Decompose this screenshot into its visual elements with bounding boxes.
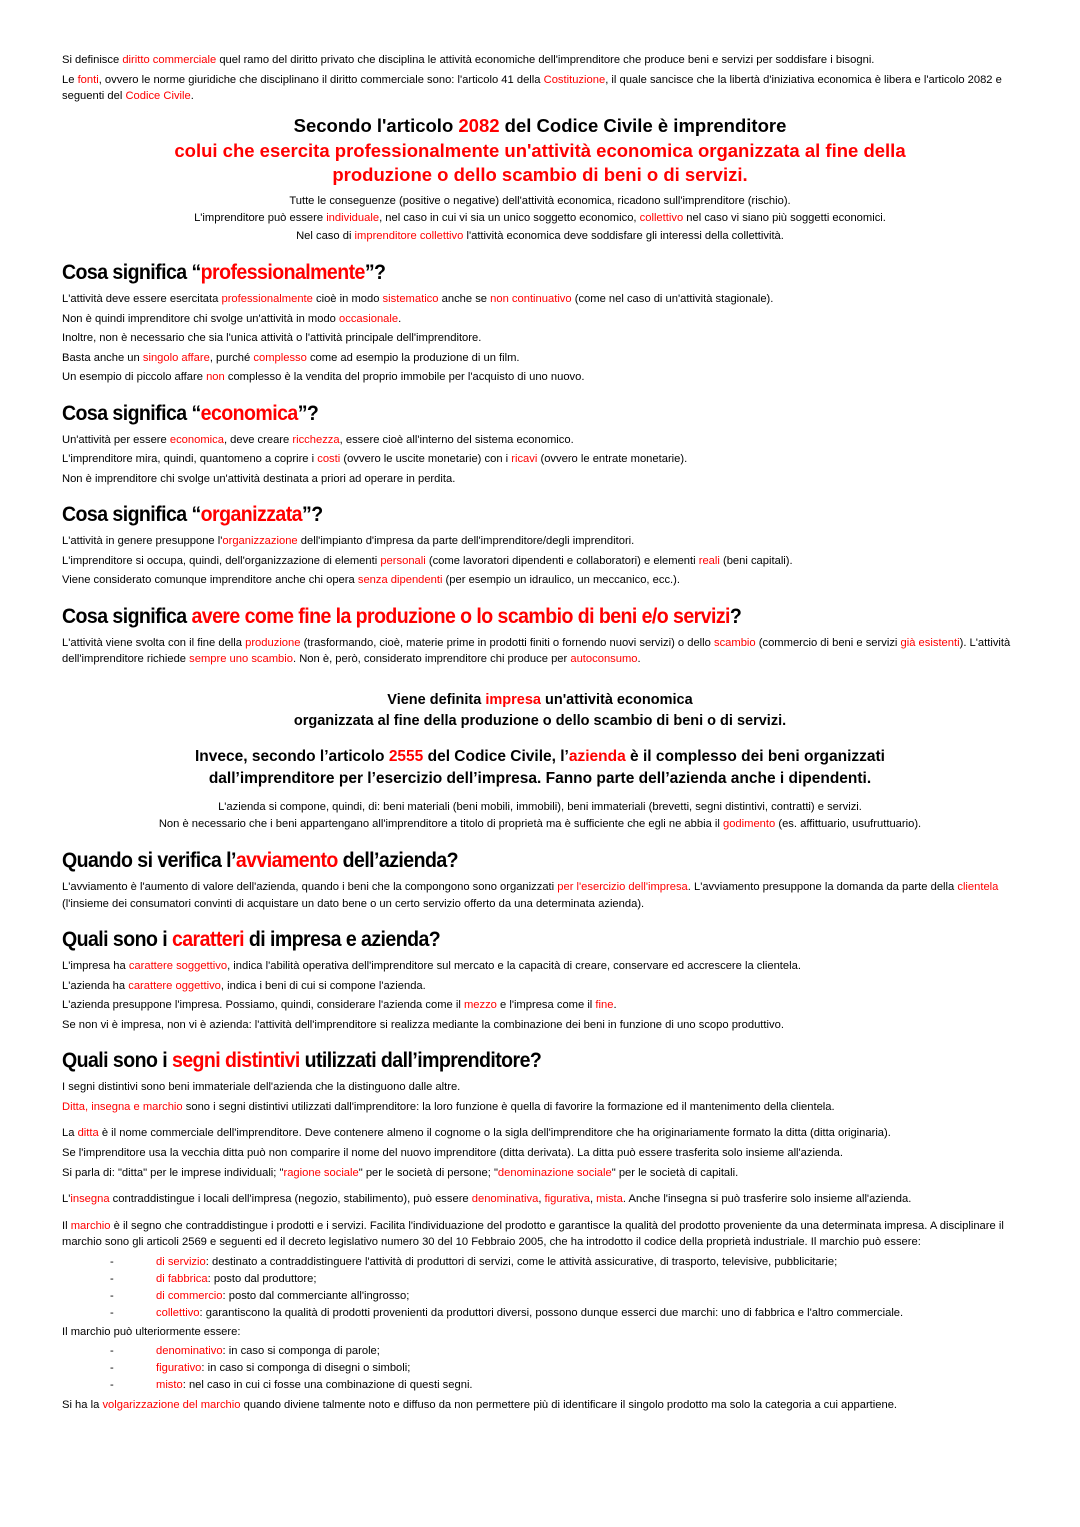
list-item-text: : in caso si componga di disegni o simboli;	[201, 1362, 411, 1375]
run-highlight: per l'esercizio dell'impresa	[557, 881, 688, 894]
def-azienda-a: Invece, secondo l’articolo	[195, 747, 389, 765]
run-highlight: ricchezza	[292, 433, 340, 446]
run-highlight: carattere soggettivo	[128, 960, 228, 973]
paragraph	[62, 311, 1018, 328]
heading-econ-a: Cosa significa “	[62, 401, 201, 425]
intro-paragraph-1	[62, 52, 1018, 69]
run-highlight: mezzo	[463, 999, 497, 1012]
section-heading-segni-distintivi	[62, 1049, 951, 1074]
run-highlight: mista	[596, 1193, 623, 1206]
run: I segni distintivi sono beni immateriale dell'azienda che la distinguono dalle altre.	[62, 1081, 461, 1094]
headline-line-3: produzione o dello scambio di beni o di servizi.	[332, 164, 748, 186]
after-headline-l3-a: Nel caso di	[296, 229, 355, 242]
run-highlight: produzione	[245, 636, 301, 649]
run: L'imprenditore mira, quindi, quantomeno a coprire i	[62, 453, 318, 466]
run: , indica l'abilità operativa dell'imprenditore sul mercato e la capacità di creare, conservare ed accrescere la clientela.	[227, 960, 801, 973]
heading-avv-b: dell’azienda?	[337, 849, 459, 873]
run: sono i segni distintivi utilizzati dall'imprenditore: la loro funzione è quella di favorire la formazione ed il mantenimento della clientela.	[182, 1100, 835, 1113]
heading-prod-a: Cosa significa	[62, 604, 192, 628]
run: L'imprenditore si occupa, quindi, dell'organizzazione di elementi	[62, 554, 381, 567]
run: .	[637, 653, 641, 666]
heading-org-b: ”?	[301, 503, 323, 527]
after-headline-line-3	[62, 228, 1018, 245]
paragraph	[62, 879, 1018, 912]
run: complesso è la vendita del proprio immobile per l'acquisto di uno nuovo.	[224, 371, 585, 384]
run: . Anche l'insegna si può trasferire solo insieme all'azienda.	[622, 1193, 912, 1206]
run: dell'impianto d'impresa da parte dell'imprenditore/degli imprenditori.	[297, 535, 635, 548]
section-heading-avviamento	[62, 849, 951, 874]
headline-line1-number: 2082	[458, 114, 500, 136]
paragraph	[62, 1079, 1018, 1096]
section-body-avviamento	[62, 879, 1018, 912]
intro-p2-part-d: .	[190, 90, 194, 103]
headline-line1-a: Secondo l'articolo	[293, 114, 459, 136]
def-azienda-b: del Codice Civile, l’	[423, 747, 569, 765]
run-highlight: singolo affare	[142, 351, 210, 364]
run-highlight: già esistenti	[900, 636, 960, 649]
heading-car-b: di impresa e azienda?	[244, 928, 441, 952]
after-headline-l2-b: , nel caso in cui vi sia un unico soggetto economico,	[379, 212, 640, 225]
run: (ovvero le entrate monetarie).	[537, 453, 688, 466]
intro-p2-part-b: , ovvero le norme giuridiche che disciplinano il diritto commerciale sono: l'articolo 41 della	[98, 73, 544, 86]
run: (l'insieme dei consumatori convinti di acquistare un dato bene o un certo servizio offerto da una determinata azienda).	[62, 897, 645, 910]
run-highlight: denominativa	[471, 1193, 539, 1206]
heading-segni-b: utilizzati dall’imprenditore?	[299, 1049, 542, 1073]
list-item-text: : nel caso in cui ci fosse una combinazione di questi segni.	[182, 1379, 473, 1392]
section-heading-produzione-scambio	[62, 605, 951, 630]
run-highlight: personali	[380, 554, 426, 567]
run-highlight: complesso	[253, 351, 307, 364]
run-highlight: non	[206, 371, 225, 384]
paragraph	[62, 997, 1018, 1014]
list-item-text: : posto dal produttore;	[207, 1272, 317, 1285]
run-highlight: marchio	[70, 1219, 111, 1232]
list-item	[110, 1305, 1018, 1322]
run: Non è quindi imprenditore chi svolge un'attività in modo	[62, 312, 340, 325]
intro-p2-highlight-codice-civile: Codice Civile	[125, 90, 191, 103]
run: è il nome commerciale dell'imprenditore. Deve contenere almeno il cognome o la sigla dell'imprenditore che ha originariamente formato la ditta (ditta originaria).	[98, 1127, 891, 1140]
run: (commercio di beni e servizi	[755, 636, 901, 649]
run-highlight: Ditta, insegna e marchio	[62, 1100, 183, 1113]
list-item	[110, 1271, 1018, 1288]
list-item-term: misto	[156, 1379, 183, 1392]
run: (trasformando, cioè, materie prime in prodotti finiti o fornendo nuovi servizi) o dello	[300, 636, 714, 649]
run-highlight: autoconsumo	[570, 653, 638, 666]
heading-prof-b: ”?	[364, 261, 386, 285]
run: ,	[589, 1193, 597, 1206]
list-item	[110, 1377, 1018, 1394]
run: L'attività viene svolta con il fine della	[62, 636, 246, 649]
paragraph	[62, 978, 1018, 995]
run: . Non è, però, considerato imprenditore chi produce per	[293, 653, 571, 666]
definition-impresa-line-2: organizzata al fine della produzione o dello scambio di beni o di servizi.	[293, 712, 787, 729]
paragraph	[62, 451, 1018, 468]
heading-prod-highlight: avere come fine la produzione o lo scambio di beni e/o servizi	[191, 604, 730, 628]
list-item-term: denominativo	[156, 1345, 223, 1358]
run: Non è imprenditore chi svolge un'attività destinata a priori ad operare in perdita.	[62, 472, 456, 485]
run: " per le società di capitali.	[611, 1166, 739, 1179]
intro-p2-highlight-fonti: fonti	[77, 73, 99, 86]
azienda-note-line-1: L'azienda si compone, quindi, di: beni materiali (beni mobili, immobili), beni immateriali (brevetti, segni distintivi, contratti) e servizi.	[218, 800, 862, 813]
headline-line-1	[62, 114, 1018, 139]
heading-car-highlight: caratteri	[171, 928, 245, 952]
intro-p1-part-a: Si definisce	[62, 54, 123, 66]
azienda-notes	[62, 799, 1018, 834]
run-highlight: scambio	[713, 636, 756, 649]
list-item-term: di servizio	[156, 1255, 206, 1268]
after-headline-line-2	[62, 210, 1018, 227]
run: cioè in modo	[312, 292, 383, 305]
run-highlight: sistematico	[382, 292, 439, 305]
azienda-note-line-2	[62, 816, 1018, 833]
list-item-term: di commercio	[156, 1289, 223, 1302]
definition-impresa	[62, 690, 1018, 732]
def-impresa-b: un'attività economica	[540, 691, 693, 708]
section-body-produzione-scambio	[62, 635, 1018, 668]
paragraph	[62, 1218, 1018, 1251]
heading-org-a: Cosa significa “	[62, 503, 201, 527]
run: L'impresa ha	[62, 960, 129, 973]
list-item-term: figurativo	[156, 1362, 202, 1375]
intro-p1-part-b: quel ramo del diritto privato che disciplina le attività economiche dell'imprenditore che produce beni e servizi per soddisfare i bisogni.	[216, 54, 875, 66]
run: . L'avviamento presuppone la domanda da parte della	[687, 881, 958, 894]
closing-a: Si ha la	[62, 1398, 103, 1411]
run: " per le società di persone; "	[358, 1166, 498, 1179]
after-headline-notes	[62, 193, 1018, 245]
list-item	[110, 1288, 1018, 1305]
paragraph	[62, 1125, 1018, 1142]
run-highlight: carattere oggettivo	[128, 979, 221, 992]
intro-p1-highlight: diritto commerciale	[122, 54, 217, 66]
run-highlight: clientela	[957, 881, 999, 894]
section-heading-organizzata	[62, 503, 951, 528]
run-highlight: ricavi	[511, 453, 538, 466]
paragraph	[62, 330, 1018, 347]
after-headline-l3-b: l'attività economica deve soddisfare gli interessi della collettività.	[463, 229, 784, 242]
section-body-caratteri	[62, 958, 1018, 1033]
azienda-note-l2-highlight: godimento	[722, 818, 776, 831]
intro-paragraph-2	[62, 72, 1018, 105]
after-headline-l2-hl-collettivo: collettivo	[639, 212, 684, 225]
heading-prof-a: Cosa significa “	[62, 261, 201, 285]
run-highlight: senza dipendenti	[357, 574, 443, 587]
run: Basta anche un	[62, 351, 143, 364]
run: come ad esempio la produzione di un film.	[306, 351, 520, 364]
definition-azienda-line-1	[62, 746, 1018, 768]
run: Il	[62, 1219, 71, 1232]
paragraph	[62, 471, 1018, 488]
run: ). L'attività dell'imprenditore richiede	[62, 636, 1011, 666]
run-highlight: reali	[698, 554, 720, 567]
marchio-type-list-primary	[62, 1254, 1018, 1322]
run: (ovvero le uscite monetarie) con i	[340, 453, 512, 466]
azienda-note-l2-a: Non è necessario che i beni appartengano all'imprenditore a titolo di proprietà ma è sufficiente che egli ne abbia il	[158, 818, 723, 831]
section-body-professionalmente	[62, 291, 1018, 386]
heading-avv-a: Quando si verifica l’	[62, 849, 236, 873]
run: .	[398, 312, 402, 325]
intro-p2-highlight-costituzione: Costituzione	[543, 73, 606, 86]
list-item	[110, 1343, 1018, 1360]
after-headline-l3-hl: imprenditore collettivo	[354, 229, 464, 242]
run: Si parla di: "ditta" per le imprese individuali; "	[62, 1166, 284, 1179]
paragraph	[62, 1165, 1018, 1182]
definition-azienda-line-2: dall’imprenditore per l’esercizio dell’impresa. Fanno parte dell’azienda anche i dipendenti.	[208, 770, 872, 788]
run: L'azienda presuppone l'impresa. Possiamo, quindi, considerare l'azienda come il	[62, 999, 464, 1012]
def-impresa-a: Viene definita	[387, 691, 486, 708]
def-impresa-highlight: impresa	[485, 691, 541, 708]
section-heading-caratteri	[62, 928, 951, 953]
paragraph	[62, 635, 1018, 668]
closing-paragraph	[62, 1397, 1018, 1414]
list-item-term: collettivo	[156, 1306, 200, 1319]
section-body-organizzata	[62, 533, 1018, 589]
run: L'attività in genere presuppone l'	[62, 535, 223, 548]
heading-econ-b: ”?	[297, 401, 319, 425]
heading-org-highlight: organizzata	[200, 503, 302, 527]
azienda-note-l2-b: (es. affittuario, usufruttuario).	[775, 818, 922, 831]
after-headline-l2-hl-individuale: individuale	[326, 212, 380, 225]
run-highlight: sempre uno scambio	[189, 653, 293, 666]
run: Un'attività per essere	[62, 433, 170, 446]
def-azienda-c: è il complesso dei beni organizzati	[625, 747, 885, 765]
run-highlight: insegna	[70, 1193, 110, 1206]
run: contraddistingue i locali dell'impresa (negozio, stabilimento), può essere	[109, 1193, 472, 1206]
intro-p2-part-c: , il quale sancisce che la libertà d'iniziativa economica è libera e l'articolo 2082 e seguenti del	[62, 73, 1002, 103]
headline-articolo-2082	[62, 114, 1018, 188]
headline-line-2: colui che esercita professionalmente un'attività economica organizzata al fine della	[174, 139, 906, 161]
section-body-economica	[62, 432, 1018, 488]
run-highlight: economica	[169, 433, 224, 446]
run: (per esempio un idraulico, un meccanico, ecc.).	[442, 574, 680, 587]
run-highlight: non continuativo	[490, 292, 572, 305]
run: (beni capitali).	[719, 554, 793, 567]
paragraph	[62, 369, 1018, 386]
run-highlight: organizzazione	[222, 535, 298, 548]
run: .	[613, 999, 617, 1012]
run: , essere cioè all'interno del sistema economico.	[339, 433, 574, 446]
paragraph	[62, 432, 1018, 449]
headline-line1-b: del Codice Civile è imprenditore	[499, 114, 787, 136]
paragraph	[62, 1191, 1018, 1208]
heading-prod-b: ?	[729, 604, 742, 628]
run-highlight: figurativa	[544, 1193, 590, 1206]
run: La	[62, 1127, 78, 1140]
run: (come lavoratori dipendenti e collaboratori) e elementi	[425, 554, 699, 567]
run: L'attività deve essere esercitata	[62, 292, 222, 305]
after-headline-l2-c: nel caso vi siano più soggetti economici.	[683, 212, 886, 225]
paragraph	[62, 350, 1018, 367]
heading-prof-highlight: professionalmente	[200, 261, 365, 285]
run-highlight: denominazione sociale	[497, 1166, 612, 1179]
run: , deve creare	[223, 433, 293, 446]
heading-segni-highlight: segni distintivi	[171, 1049, 300, 1073]
run-highlight: occasionale	[339, 312, 399, 325]
run: Viene considerato comunque imprenditore anche chi opera	[62, 574, 358, 587]
section-heading-professionalmente	[62, 261, 951, 286]
run: Un esempio di piccolo affare	[62, 371, 207, 384]
list-item-text: : in caso si componga di parole;	[222, 1345, 380, 1358]
marchio-mid-text: Il marchio può ulteriormente essere:	[62, 1325, 241, 1338]
run: Se l'imprenditore usa la vecchia ditta può non comparire il nome del nuovo imprenditore (ditta derivata). La ditta può essere trasferita solo insieme all'azienda.	[62, 1146, 843, 1159]
run-highlight: costi	[317, 453, 341, 466]
definition-impresa-line-1	[62, 690, 1018, 711]
run-highlight: ditta	[77, 1127, 99, 1140]
paragraph	[62, 1145, 1018, 1162]
run: anche se	[438, 292, 491, 305]
list-item-text: : garantiscono la qualità di prodotti provenienti da produttori diversi, possono dunque esserci due marchi: uno di fabbrica e l'altro commerciale.	[199, 1306, 904, 1319]
closing-highlight: volgarizzazione del marchio	[102, 1398, 241, 1411]
run: e l'impresa come il	[496, 999, 596, 1012]
paragraph	[62, 533, 1018, 550]
definition-azienda	[62, 746, 1018, 791]
paragraph	[62, 572, 1018, 589]
paragraph	[62, 291, 1018, 308]
run: , indica i beni di cui si compone l'azienda.	[220, 979, 426, 992]
paragraph	[62, 958, 1018, 975]
heading-segni-a: Quali sono i	[62, 1049, 172, 1073]
list-item-text: : destinato a contraddistinguere l'attività di produttori di servizi, come le attività assicurative, di trasporto, televisive, pubblicitarie;	[205, 1255, 838, 1268]
paragraph	[62, 1099, 1018, 1116]
run: Se non vi è impresa, non vi è azienda: l'attività dell'imprenditore si realizza mediante la combinazione dei beni in funzione di uno scopo produttivo.	[62, 1018, 784, 1031]
heading-avv-highlight: avviamento	[235, 849, 338, 873]
run: ,	[538, 1193, 545, 1206]
paragraph	[62, 1017, 1018, 1034]
run-highlight: professionalmente	[221, 292, 313, 305]
heading-econ-highlight: economica	[200, 401, 298, 425]
run: L'	[62, 1193, 71, 1206]
run: L'avviamento è l'aumento di valore dell'azienda, quando i beni che la compongono sono organizzati	[62, 881, 558, 894]
def-azienda-number: 2555	[388, 747, 424, 765]
list-item-text: : posto dal commerciante all'ingrosso;	[222, 1289, 410, 1302]
paragraph	[62, 553, 1018, 570]
run-highlight: ragione sociale	[283, 1166, 359, 1179]
run: , purché	[209, 351, 254, 364]
run: (come nel caso di un'attività stagionale).	[571, 292, 774, 305]
marchio-type-list-secondary	[62, 1343, 1018, 1394]
after-headline-l2-a: L'imprenditore può essere	[194, 212, 327, 225]
section-body-segni-distintivi	[62, 1079, 1018, 1251]
after-headline-line-1: Tutte le conseguenze (positive o negative) dell'attività economica, ricadono sull'imprenditore (rischio).	[289, 195, 791, 208]
closing-b: quando diviene talmente noto e diffuso da non permettere più di identificare il singolo prodotto ma solo la categoria a cui appartiene.	[240, 1398, 898, 1411]
heading-car-a: Quali sono i	[62, 928, 172, 952]
run: è il segno che contraddistingue i prodotti e i servizi. Facilita l'individuazione del prodotto e garantisce la qualità del prodotto proveniente da una determinata impresa. A disciplinare il marchio sono gli articoli 2569 e seguenti ed il decreto legislativo numero 30 del 10 Febbraio 2005, che ha introdotto il codice della proprietà industriale. Il marchio può essere:	[62, 1219, 1004, 1249]
section-heading-economica	[62, 402, 951, 427]
run: L'azienda ha	[62, 979, 129, 992]
run-highlight: fine	[595, 999, 614, 1012]
run: Inoltre, non è necessario che sia l'unica attività o l'attività principale dell'imprenditore.	[62, 332, 482, 345]
list-item	[110, 1254, 1018, 1271]
list-item	[110, 1360, 1018, 1377]
list-item-term: di fabbrica	[156, 1272, 208, 1285]
intro-p2-part-a: Le	[62, 73, 78, 86]
def-azienda-highlight: azienda	[568, 747, 626, 765]
